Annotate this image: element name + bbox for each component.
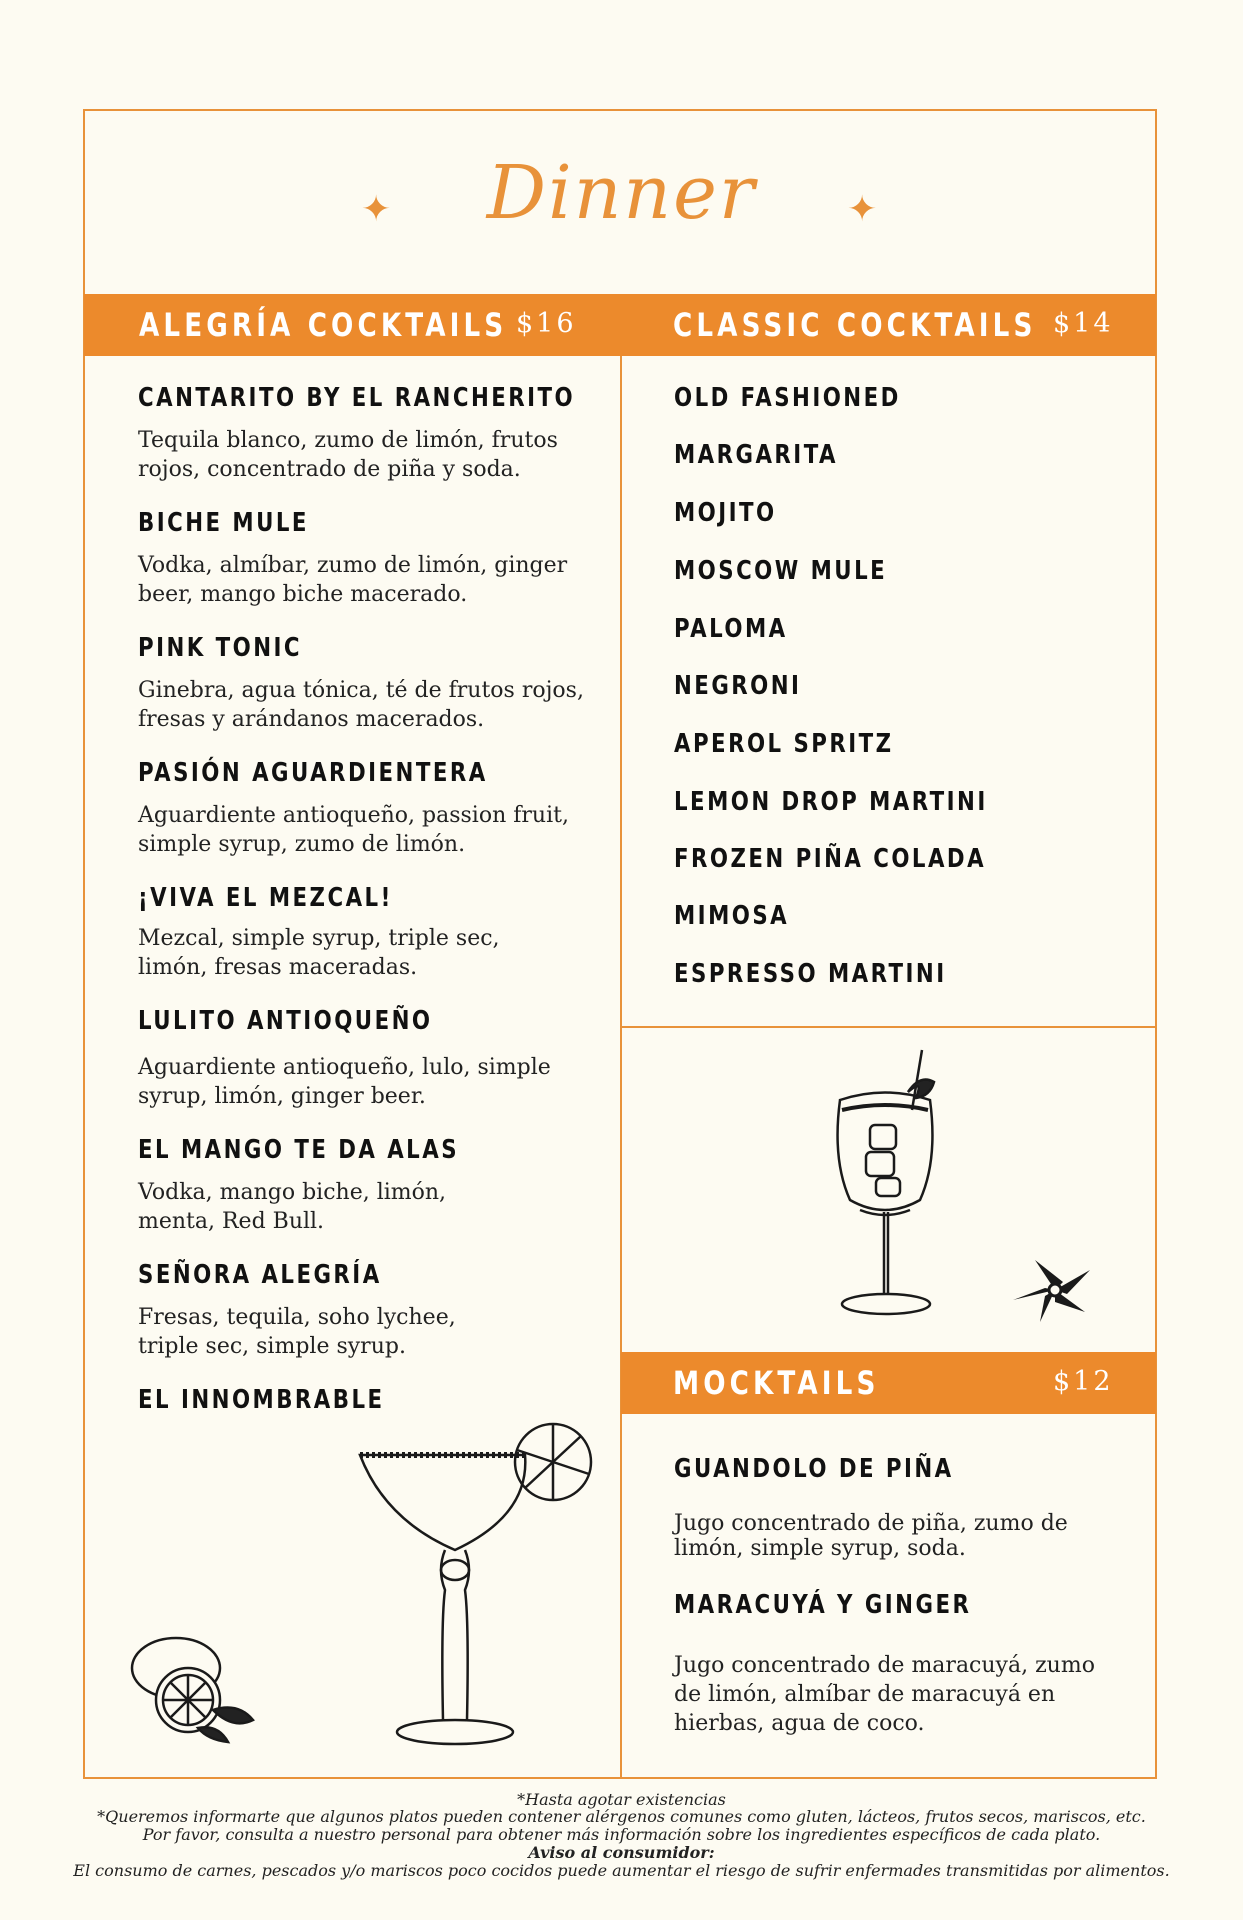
- classic-item: ESPRESSO MARTINI: [674, 959, 947, 989]
- star-anise-illustration: [1005, 1250, 1105, 1330]
- alegria-item-desc: Tequila blanco, zumo de limón, frutos rojos, concentrado de piña y soda.: [138, 428, 558, 482]
- classic-item: MARGARITA: [674, 440, 839, 470]
- sparkle-icon-right: ✦: [847, 188, 878, 229]
- mocktails-header: [621, 1352, 1156, 1414]
- classic-item: OLD FASHIONED: [674, 383, 901, 413]
- lemon-illustration: [128, 1630, 263, 1745]
- margarita-glass-illustration: [355, 1420, 615, 1755]
- classic-heading: CLASSIC COCKTAILS: [673, 306, 1037, 344]
- alegria-item-name: EL INNOMBRABLE: [138, 1385, 385, 1415]
- alegria-item-name: EL MANGO TE DA ALAS: [138, 1135, 460, 1165]
- classic-item: MOSCOW MULE: [674, 556, 888, 586]
- alegria-item-name: PASIÓN AGUARDIENTERA: [138, 758, 488, 788]
- classic-price: $14: [1053, 308, 1114, 339]
- alegria-item-desc: Vodka, almíbar, zumo de limón, ginger beer, mango biche macerado.: [138, 553, 568, 607]
- cocktail-glass-illustration: [800, 1040, 970, 1335]
- mocktails-price: $12: [1053, 1366, 1114, 1397]
- footer-availability: *Hasta agotar existencias: [517, 1790, 726, 1809]
- mocktail-item-desc: Jugo concentrado de maracuyá, zumo de limón, almíbar de maracuyá en hierbas, agua de coco.: [674, 1653, 1095, 1736]
- classic-bottom-divider: [620, 1026, 1156, 1028]
- classic-item: PALOMA: [674, 614, 788, 644]
- classic-header: [621, 294, 1156, 356]
- classic-item: MIMOSA: [674, 901, 790, 931]
- classic-item: MOJITO: [674, 498, 777, 528]
- alegria-item-name: CANTARITO BY EL RANCHERITO: [138, 383, 576, 413]
- column-divider: [620, 356, 622, 1778]
- mocktail-item-name: GUANDOLO DE PIÑA: [674, 1454, 954, 1484]
- alegria-item-name: LULITO ANTIOQUEÑO: [138, 1006, 433, 1036]
- footer-consult: Por favor, consulta a nuestro personal para obtener más información sobre los ingredientes específicos de cada plato.: [142, 1825, 1101, 1844]
- alegria-item-desc: Mezcal, simple syrup, triple sec, limón, fresas maceradas.: [138, 926, 500, 980]
- classic-item: NEGRONI: [674, 671, 802, 701]
- alegria-item-desc: Aguardiente antioqueño, passion fruit, simple syrup, zumo de limón.: [138, 803, 569, 857]
- footer-allergens: *Queremos informarte que algunos platos pueden contener alérgenos comunes como gluten, lácteos, frutos secos, mariscos, etc.: [97, 1807, 1146, 1826]
- classic-item: FROZEN PIÑA COLADA: [674, 844, 987, 874]
- alegria-item-desc: Ginebra, agua tónica, té de frutos rojos, fresas y arándanos macerados.: [138, 678, 584, 732]
- footer-notice-title: Aviso al consumidor:: [528, 1843, 715, 1862]
- footer-notice: El consumo de carnes, pescados y/o mariscos poco cocidos puede aumentar el riesgo de sufrir enfermades transmitidas por alimentos.: [73, 1861, 1170, 1880]
- alegria-item-name: PINK TONIC: [138, 633, 303, 663]
- alegria-item-name: BICHE MULE: [138, 508, 309, 538]
- alegria-item-desc: Aguardiente antioqueño, lulo, simple syrup, limón, ginger beer.: [138, 1055, 551, 1109]
- menu-title: Dinner: [486, 150, 757, 236]
- alegria-item-name: SEÑORA ALEGRÍA: [138, 1260, 382, 1290]
- alegria-item-name: ¡VIVA EL MEZCAL!: [138, 883, 393, 913]
- mocktail-item-name: MARACUYÁ Y GINGER: [674, 1590, 972, 1620]
- classic-item: LEMON DROP MARTINI: [674, 787, 988, 817]
- alegria-heading: ALEGRÍA COCKTAILS: [139, 306, 508, 344]
- alegria-item-desc: Vodka, mango biche, limón, menta, Red Bull.: [138, 1180, 447, 1234]
- mocktail-item-desc: Jugo concentrado de piña, zumo de limón, simple syrup, soda.: [674, 1511, 1068, 1561]
- sparkle-icon-left: ✦: [361, 188, 392, 229]
- alegria-item-desc: Fresas, tequila, soho lychee, triple sec, simple syrup.: [138, 1305, 456, 1359]
- alegria-price: $16: [516, 308, 577, 339]
- mocktails-heading: MOCKTAILS: [673, 1364, 880, 1402]
- classic-item: APEROL SPRITZ: [674, 729, 894, 759]
- alegria-header: [84, 294, 621, 356]
